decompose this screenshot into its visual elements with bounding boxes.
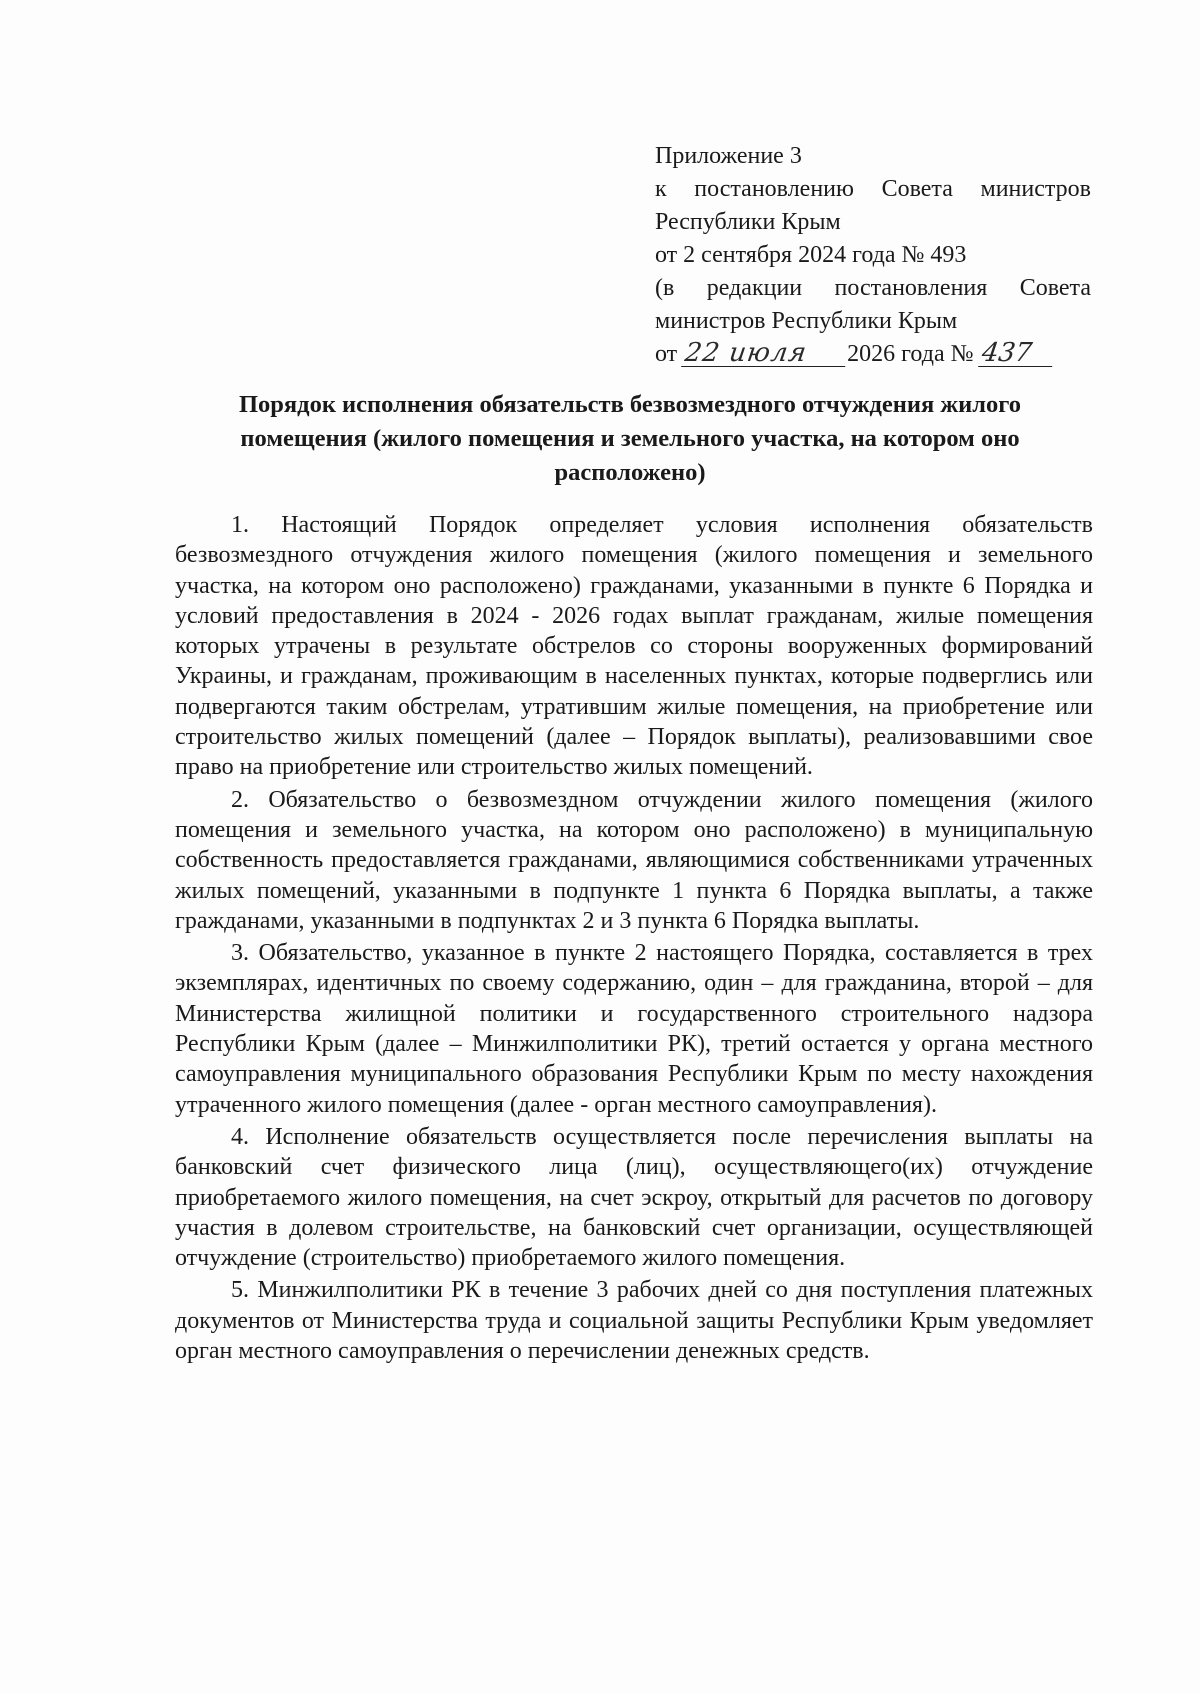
title-line-3: расположено) — [554, 459, 706, 486]
document-title — [160, 388, 1100, 490]
appendix-header — [655, 140, 1091, 371]
appendix-republic: Республики Крым — [655, 209, 841, 235]
appendix-amendment-ref: (в редакции постановления Совета — [655, 275, 1091, 301]
appendix-label: Приложение 3 — [655, 143, 802, 169]
title-line-1: Порядок исполнения обязательств безвозмездного отчуждения жилого — [238, 391, 1021, 418]
appendix-resolution-ref: к постановлению Совета министров — [655, 176, 1091, 202]
title-line-2: помещения (жилого помещения и земельного участка, на котором оно — [240, 425, 1020, 452]
handwritten-number: 437 — [978, 340, 1056, 367]
paragraph-1: 1. Настоящий Порядок определяет условия исполнения обязательств безвозмездного отчуждения жилого помещения (жилого помещения и земельного участка, на котором оно расположено) гражданами, указанными в пункте 6 Порядка и условий предоставления в 2024 - 2026 годах выплат гражданам, жилые помещения которых утрачены в результате обстрелов со стороны вооруженных формирований Украины, и гражданам, проживающим в населенных пунктах, которые подверглись или подвергаются таким обстрелам, утратившим жилые помещения, на приобретение или строительство жилых помещений (далее – Порядок выплаты), реализовавшими свое право на приобретение или строительство жилых помещений. — [175, 512, 1093, 781]
appendix-date-number: от 2 сентября 2024 года № 493 — [655, 242, 967, 268]
paragraph-5: 5. Минжилполитики РК в течение 3 рабочих дней со дня поступления платежных документов от Министерства труда и социальной защиты Республики Крым уведомляет орган местного самоуправления о перечислении денежных средств. — [175, 1277, 1093, 1365]
paragraph-3: 3. Обязательство, указанное в пункте 2 настоящего Порядка, составляется в трех экземплярах, идентичных по своему содержанию, один – для гражданина, второй – для Министерства жилищной политики и государственного строительного надзора Республики Крым (далее – Минжилполитики РК), третий остается у органа местного самоуправления муниципального образования Республики Крым по месту нахождения утраченного жилого помещения (далее - орган местного самоуправления). — [175, 940, 1093, 1118]
appendix-amendment-ministers: министров Республики Крым — [655, 308, 958, 334]
amendment-year-label: 2026 года № — [847, 341, 974, 367]
paragraph-2: 2. Обязательство о безвозмездном отчуждении жилого помещения (жилого помещения и земельного участка, на котором оно расположено) в муниципальную собственность предоставляется гражданами, являющимися собственниками утраченных жилых помещений, указанными в подпункте 1 пункта 6 Порядка выплаты, а также гражданами, указанными в подпунктах 2 и 3 пункта 6 Порядка выплаты. — [175, 786, 1093, 934]
handwritten-date: 22 июля — [681, 340, 849, 367]
document-body — [175, 510, 1093, 1368]
appendix-amendment-date-line — [655, 338, 1091, 371]
paragraph-4: 4. Исполнение обязательств осуществляется после перечисления выплаты на банковский счет физического лица (лиц), осуществляющего(их) отчуждение приобретаемого жилого помещения, на счет эскроу, открытый для расчетов по договору участия в долевом строительстве, на банковский счет организации, осуществляющей отчуждение (строительство) приобретаемого жилого помещения. — [175, 1123, 1093, 1272]
amendment-date-prefix: от — [655, 341, 678, 367]
